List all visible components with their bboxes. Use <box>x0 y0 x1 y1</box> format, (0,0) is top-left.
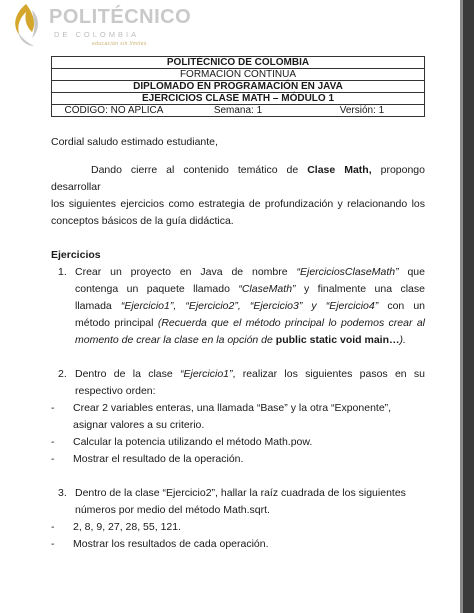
dash-marker: - <box>51 402 55 414</box>
e1-l4a: método principal <box>75 317 158 329</box>
e3-item-1: 2, 8, 9, 27, 28, 55, 121. <box>73 521 181 533</box>
e1-l5b: public static void main… <box>275 334 400 346</box>
header-semana: Semana: 1 <box>213 105 263 116</box>
torch-flame-logo-icon <box>6 2 48 52</box>
exercise-2-item-1 <box>51 400 425 434</box>
header-meta-row <box>52 105 425 117</box>
e1-l5c: ). <box>399 334 406 346</box>
e1-l2b: “ClaseMath” <box>238 283 296 295</box>
intro-line-1 <box>51 162 425 196</box>
header-codigo: CÓDIGO: NO APLICA <box>64 105 164 116</box>
exercise-1-number: 1. <box>58 266 67 278</box>
e2-item-1-line-1: Crear 2 variables enteras, una llamada “Base” y la otra “Exponente”, <box>73 402 392 414</box>
e1-l2a: contenga un paquete llamado <box>75 283 239 295</box>
header-version: Versión: 1 <box>339 105 385 116</box>
document-body <box>51 134 425 553</box>
e2-item-2-line-1: Calcular la potencia utilizando el método Math.pow. <box>73 436 313 448</box>
e2-l1a: Dentro de la clase <box>75 368 180 380</box>
e1-l3b: “Ejercicio1”, “Ejercicio2”, “Ejercicio3” y “Ejercicio4” <box>120 300 379 312</box>
e2-l1b: “Ejercicio1” <box>179 368 233 380</box>
e1-l1b: “EjerciciosClaseMath” <box>296 266 399 278</box>
exercise-3-item-1 <box>51 519 425 536</box>
exercise-3-line-2: números por medio del método Math.sqrt. <box>75 504 270 516</box>
e1-l1c: que <box>398 266 425 278</box>
logo-subtitle: DE COLOMBIA <box>54 30 140 39</box>
exercise-3-line-1: Dentro de la clase “Ejercicio2”, hallar la raíz cuadrada de los siguientes <box>75 487 406 499</box>
exercise-2-item-3 <box>51 451 425 468</box>
intro-line-2: los siguientes ejercicios como estrategia de profundización y relacionando los <box>51 198 425 210</box>
e1-l5a: momento de crear la clase en la opción de <box>75 334 276 346</box>
e1-l3a: llamada <box>75 300 121 312</box>
exercise-2-number: 2. <box>58 368 67 380</box>
e3-item-2: Mostrar los resultados de cada operación. <box>73 538 269 550</box>
dash-marker: - <box>51 436 55 448</box>
exercise-2-line-2: respectivo orden: <box>75 385 156 397</box>
exercise-2 <box>51 366 425 400</box>
intro-topic: Clase Math, <box>307 164 372 176</box>
exercise-1-line-1 <box>75 264 425 281</box>
header-institution: POLITÉCNICO DE COLOMBIA <box>52 57 425 69</box>
logo <box>6 2 206 52</box>
exercise-1-line-2 <box>75 281 425 298</box>
intro-mid: propongo desarrollar <box>51 164 425 193</box>
header-program-type: FORMACIÓN CONTINUA <box>52 69 425 81</box>
exercise-1-line-3 <box>75 298 425 315</box>
header-program: DIPLOMADO EN PROGRAMACIÓN EN JAVA <box>52 81 425 93</box>
exercise-1 <box>51 264 425 349</box>
e1-l2c: y finalmente una clase <box>295 283 425 295</box>
exercise-1-line-5 <box>75 332 425 349</box>
exercise-1-line-4 <box>75 315 425 332</box>
exercise-3-item-2 <box>51 536 425 553</box>
exercise-2-line-1 <box>75 366 425 383</box>
window-edge-bar <box>460 0 474 613</box>
exercise-3-number: 3. <box>58 487 67 499</box>
exercise-2-item-2 <box>51 434 425 451</box>
exercises-heading: Ejercicios <box>51 249 101 261</box>
header-title: EJERCICIOS CLASE MATH – MÓDULO 1 <box>52 93 425 105</box>
e1-l1a: Crear un proyecto en Java de nombre <box>75 266 297 278</box>
dash-marker: - <box>51 453 55 465</box>
logo-tagline: educación sin límites <box>92 41 147 47</box>
intro-lead: Dando cierre al contenido temático de <box>91 164 308 176</box>
e2-item-1-line-2: asignar valores a su criterio. <box>73 419 205 431</box>
e2-item-3-line-1: Mostrar el resultado de la operación. <box>73 453 244 465</box>
document-header-table <box>51 56 425 117</box>
e1-l3c: con un <box>378 300 425 312</box>
dash-marker: - <box>51 521 55 533</box>
logo-name: POLITÉCNICO <box>49 6 192 28</box>
exercise-3 <box>51 485 425 519</box>
greeting: Cordial saludo estimado estudiante, <box>51 136 218 148</box>
dash-marker: - <box>51 538 55 550</box>
e2-l1c: , realizar los siguientes pasos en su <box>232 368 425 380</box>
e1-l4b: (Recuerda que el método principal lo podemos crear al <box>157 317 425 329</box>
intro-line-3: conceptos básicos de la guía didáctica. <box>51 215 234 227</box>
window-edge-highlight <box>460 0 463 613</box>
